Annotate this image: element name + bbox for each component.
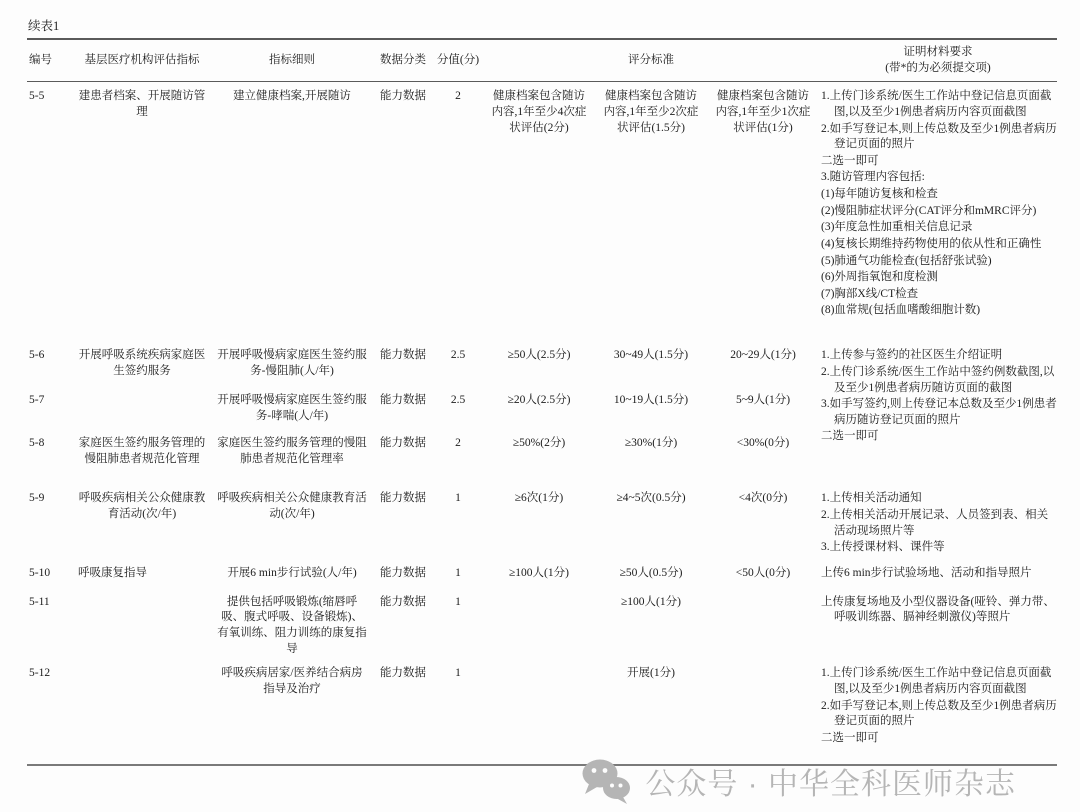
- cell-detail: 呼吸疾病相关公众健康教育活动(次/年): [217, 492, 367, 520]
- cell-detail: 建立健康档案,开展随访: [233, 90, 351, 103]
- continued-table-label: 续表1: [28, 19, 60, 33]
- cell-criteria-3: [707, 588, 819, 660]
- cell-criteria-3: <4次(0分): [738, 492, 788, 505]
- cell-id: 5-7: [29, 394, 45, 407]
- cell-score: 2: [455, 437, 461, 450]
- wechat-icon: [580, 758, 632, 804]
- cell-indicator: 家庭医生签约服务管理的慢阻肺患者规范化管理: [78, 437, 206, 465]
- wechat-watermark: [580, 758, 1016, 804]
- cell-criteria-3: 健康档案包含随访内容,1年至少1次症状评估(1分): [715, 90, 811, 134]
- cell-detail: 开展呼吸慢病家庭医生签约服务-哮喘(人/年): [217, 394, 367, 422]
- proof-line: (3)年度急性加重相关信息记录: [821, 221, 973, 234]
- cell-criteria-3: 20~29人(1分): [730, 349, 796, 362]
- cell-indicator: 呼吸疾病相关公众健康教育活动(次/年): [78, 492, 206, 520]
- cell-criteria-2: ≥50人(0.5分): [619, 566, 683, 579]
- evaluation-criteria-table: [27, 38, 1057, 766]
- proof-line: 3.随访管理内容包括:: [821, 171, 925, 184]
- cell-id: 5-5: [29, 90, 45, 103]
- cell-detail: 开展呼吸慢病家庭医生签约服务-慢阻肺(人/年): [217, 349, 367, 377]
- proof-line: 上传康复场地及小型仪器设备(哑铃、弹力带、呼吸训练器、膈神经刺激仪)等照片: [821, 595, 1055, 624]
- cell-criteria-1: ≥50%(2分): [512, 437, 566, 450]
- cell-criteria-3: [707, 659, 819, 765]
- cell-indicator: 建患者档案、开展随访管理: [78, 90, 206, 118]
- table-row-5-6: [27, 341, 1057, 386]
- cell-criteria-1: [483, 588, 595, 660]
- proof-line: 2.上传门诊系统/医生工作站中签约例数截图,以及至少1例患者病历随访页面的截图: [821, 365, 1055, 394]
- col-header-id: 编号: [27, 39, 73, 82]
- cell-criteria-1: 健康档案包含随访内容,1年至少4次症状评估(2分): [491, 90, 587, 134]
- col-header-detail: 指标细则: [211, 39, 373, 82]
- cell-criteria-2: 健康档案包含随访内容,1年至少2次症状评估(1.5分): [603, 90, 699, 134]
- cell-dataclass: 能力数据: [380, 394, 426, 407]
- cell-proof: [819, 484, 1057, 559]
- cell-score: 2: [455, 90, 461, 103]
- proof-line: 3.上传授课材料、课件等: [821, 541, 945, 554]
- cell-proof: [819, 659, 1057, 765]
- cell-score: 2.5: [450, 394, 466, 407]
- proof-line: 2.如手写登记本,则上传总数及至少1例患者病历登记页面的照片: [821, 122, 1057, 151]
- cell-score: 1: [455, 492, 461, 505]
- cell-dataclass: 能力数据: [380, 566, 426, 579]
- cell-id: 5-11: [29, 595, 50, 608]
- table-row-5-10: [27, 559, 1057, 588]
- cell-criteria-1: ≥6次(1分): [514, 492, 564, 505]
- cell-criteria-1: ≥50人(2.5分): [507, 349, 571, 362]
- cell-proof: [819, 588, 1057, 660]
- cell-dataclass: 能力数据: [380, 492, 426, 505]
- cell-criteria-2: ≥4~5次(0.5分): [616, 492, 686, 505]
- table-row-5-9: [27, 484, 1057, 559]
- wechat-watermark-text: 公众号 · 中华全科医师杂志: [645, 768, 1016, 801]
- cell-proof: [819, 82, 1057, 342]
- proof-line: 1.上传门诊系统/医生工作站中登记信息页面截图,以及至少1例患者病历内容页面截图: [821, 90, 1052, 118]
- cell-criteria-3: <30%(0分): [736, 437, 790, 450]
- table-header-row: [27, 39, 1057, 82]
- cell-proof: [819, 559, 1057, 588]
- proof-line: 1.上传参与签约的社区医生介绍证明: [821, 349, 1003, 362]
- proof-line: 2.上传相关活动开展记录、人员签到表、相关活动现场照片等: [821, 508, 1049, 537]
- col-header-proof-note: (带*的为必须提交项): [885, 61, 991, 74]
- proof-line: (1)每年随访复核和检查: [821, 188, 938, 200]
- proof-line: 二选一即可: [821, 430, 879, 443]
- cell-id: 5-12: [29, 667, 51, 680]
- col-header-proof: [819, 39, 1057, 82]
- cell-proof: [819, 341, 1057, 484]
- cell-criteria-1: ≥20人(2.5分): [507, 394, 571, 407]
- cell-id: 5-9: [29, 492, 45, 505]
- table-row-5-5: [27, 82, 1057, 342]
- col-header-score: 分值(分): [433, 39, 483, 82]
- cell-detail: 开展6 min步行试验(人/年): [227, 566, 357, 579]
- proof-line: (6)外周指氧饱和度检测: [821, 271, 938, 284]
- proof-line: (8)血常规(包括血嗜酸细胞计数): [821, 304, 981, 317]
- cell-dataclass: 能力数据: [380, 349, 426, 362]
- cell-indicator: 呼吸康复指导: [78, 566, 147, 579]
- cell-dataclass: 能力数据: [380, 667, 426, 680]
- cell-score: 1: [455, 667, 461, 680]
- cell-detail: 提供包括呼吸锻炼(缩唇呼吸、腹式呼吸、设备锻炼)、有氧训练、阻力训练的康复指导: [217, 595, 367, 655]
- proof-line: (2)慢阻肺症状评分(CAT评分和mMRC评分): [821, 204, 1037, 217]
- cell-id: 5-6: [29, 349, 45, 362]
- cell-score: 2.5: [450, 349, 466, 362]
- proof-line: 上传6 min步行试验场地、活动和指导照片: [821, 566, 1032, 579]
- proof-line: (5)肺通气功能检查(包括舒张试验): [821, 254, 992, 267]
- proof-line: 1.上传门诊系统/医生工作站中登记信息页面截图,以及至少1例患者病历内容页面截图: [821, 667, 1052, 695]
- cell-criteria-2: 开展(1分): [627, 667, 675, 680]
- col-header-dataclass: 数据分类: [373, 39, 433, 82]
- cell-detail: 家庭医生签约服务管理的慢阻肺患者规范化管理率: [217, 437, 367, 465]
- cell-criteria-3: 5~9人(1分): [735, 394, 791, 407]
- cell-criteria-2: 10~19人(1.5分): [613, 394, 689, 407]
- cell-criteria-2: 30~49人(1.5分): [613, 349, 689, 362]
- cell-criteria-3: <50人(0分): [735, 566, 791, 579]
- cell-dataclass: 能力数据: [380, 90, 426, 103]
- proof-line: 2.如手写登记本,则上传总数及至少1例患者病历登记页面的照片: [821, 699, 1057, 728]
- cell-id: 5-10: [29, 566, 51, 579]
- cell-criteria-2: ≥30%(1分): [624, 437, 678, 450]
- cell-criteria-2: ≥100人(1分): [621, 595, 681, 608]
- col-header-indicator: 基层医疗机构评估指标: [73, 39, 211, 82]
- cell-detail: 呼吸疾病居家/医养结合病房指导及治疗: [221, 667, 363, 695]
- proof-line: (4)复核长期维持药物使用的依从性和正确性: [821, 237, 1042, 250]
- col-header-proof-title: 证明材料要求: [903, 46, 973, 58]
- col-header-criteria: 评分标准: [483, 39, 819, 82]
- cell-dataclass: 能力数据: [380, 437, 426, 450]
- cell-score: 1: [455, 566, 461, 579]
- cell-indicator: 开展呼吸系统疾病家庭医生签约服务: [78, 349, 206, 377]
- proof-line: 3.如手写签约,则上传登记本总数及至少1例患者病历随访登记页面的照片: [821, 398, 1057, 426]
- cell-id: 5-8: [29, 437, 45, 450]
- proof-line: 二选一即可: [821, 731, 879, 744]
- cell-score: 1: [455, 595, 461, 608]
- cell-dataclass: 能力数据: [380, 595, 426, 608]
- cell-criteria-1: [483, 659, 595, 765]
- proof-line: 二选一即可: [821, 154, 879, 167]
- proof-line: 1.上传相关活动通知: [821, 492, 922, 505]
- cell-criteria-1: ≥100人(1分): [509, 566, 569, 579]
- proof-line: (7)胸部X线/CT检查: [821, 287, 919, 300]
